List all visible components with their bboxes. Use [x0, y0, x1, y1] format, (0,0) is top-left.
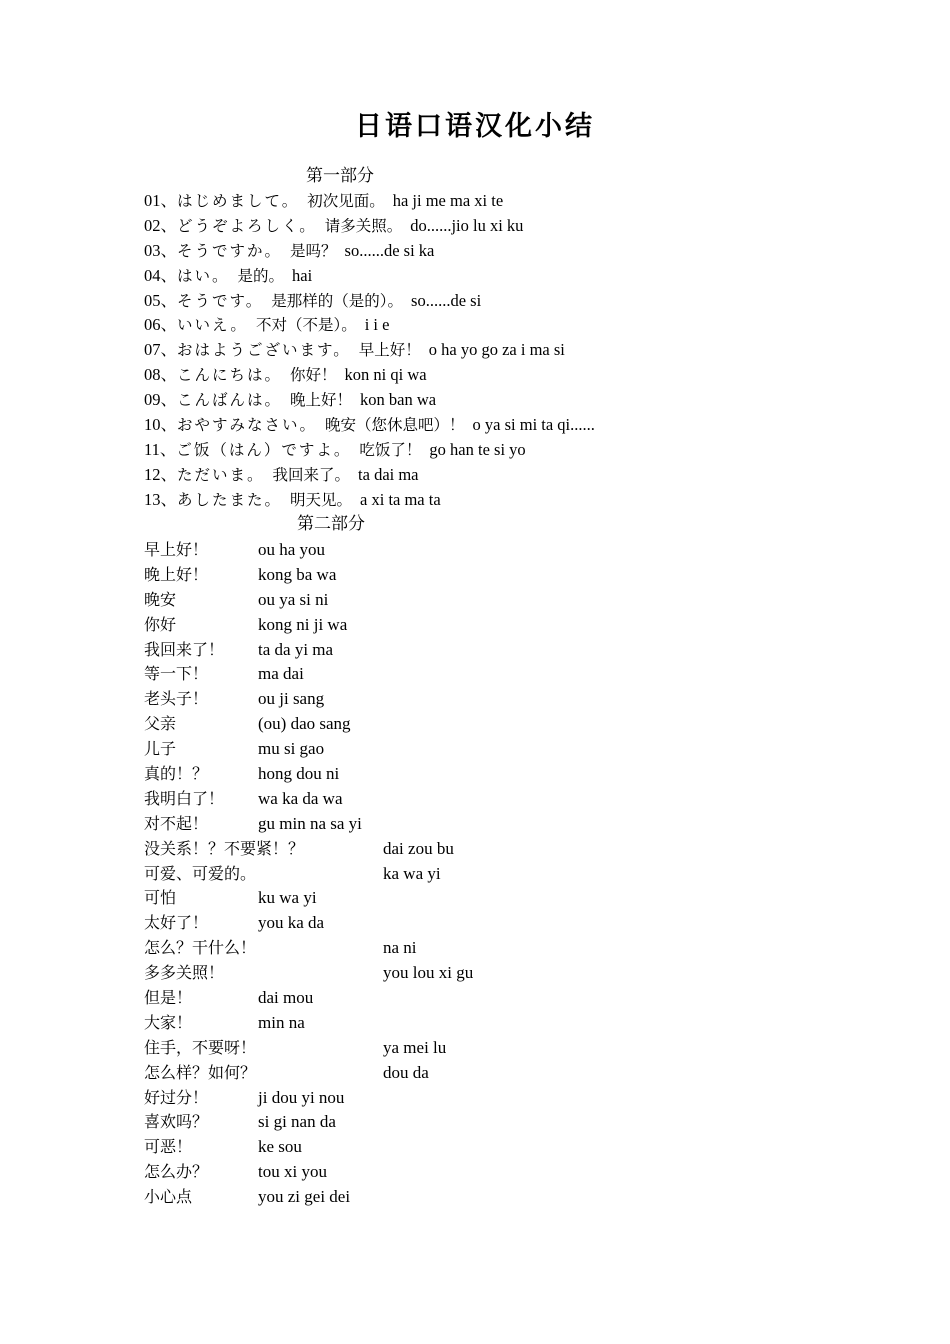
romanization: ka wa yi — [383, 863, 441, 883]
phrase-row — [144, 289, 595, 314]
chinese-phrase: 我明白了！ — [144, 788, 225, 808]
chinese-phrase: 晚安 — [144, 589, 177, 609]
romanization: (ou) dao sang — [258, 714, 351, 734]
phrase-row — [144, 488, 595, 513]
chinese-phrase: 我回来了！ — [144, 639, 225, 659]
chinese-phrase: 大家！ — [144, 1012, 193, 1032]
chinese-meaning: 早上好！ — [358, 341, 421, 360]
chinese-phrase: 喜欢吗？ — [144, 1112, 209, 1132]
romanization: ku wa yi — [258, 888, 317, 908]
romanization: min na — [258, 1012, 305, 1032]
phrase-row — [144, 239, 595, 264]
phrase-row — [144, 264, 595, 289]
romanization: ji dou yi nou — [258, 1087, 345, 1107]
romanization: kon ban wa — [360, 390, 437, 410]
chinese-meaning: 你好！ — [290, 366, 337, 385]
part1-heading: 第一部分 — [306, 166, 374, 186]
chinese-meaning: 是那样的（是的）。 — [271, 291, 404, 310]
japanese-text: ただいま。 — [177, 465, 265, 484]
chinese-phrase: 小心点 — [144, 1187, 193, 1207]
romanization: tou xi you — [258, 1162, 327, 1182]
phrase-number: 02、 — [144, 215, 177, 235]
japanese-text: はい。 — [177, 266, 230, 285]
phrase-number: 03、 — [144, 240, 177, 260]
phrase-row — [144, 189, 595, 214]
chinese-phrase: 你好 — [144, 614, 177, 634]
phrase-number: 13、 — [144, 489, 177, 509]
chinese-phrase: 对不起！ — [144, 813, 209, 833]
chinese-phrase: 老头子！ — [144, 689, 209, 709]
romanization: you zi gei dei — [258, 1187, 351, 1207]
chinese-phrase: 可怕 — [144, 888, 177, 908]
japanese-text: こんにちは。 — [177, 366, 283, 385]
chinese-meaning: 请多关照。 — [324, 216, 403, 235]
phrase-row — [144, 214, 595, 239]
romanization: ou ya si ni — [258, 589, 329, 609]
romanization: dou da — [383, 1062, 429, 1082]
phrase-row — [144, 438, 595, 463]
chinese-phrase: 父亲 — [144, 714, 177, 734]
romanization: hong dou ni — [258, 764, 340, 784]
phrase-row — [144, 388, 595, 413]
chinese-phrase: 儿子 — [144, 739, 177, 759]
phrase-number: 09、 — [144, 390, 177, 410]
romanization: o ya si mi ta qi...... — [472, 415, 595, 435]
romanization: dai zou bu — [383, 838, 454, 858]
chinese-phrase: 可爱、可爱的。 — [144, 863, 257, 883]
phrase-row — [144, 463, 595, 488]
chinese-meaning: 吃饭了！ — [359, 440, 422, 459]
romanization: do......jio lu xi ku — [410, 215, 524, 235]
chinese-phrase: 怎么？干什么！ — [144, 938, 257, 958]
phrase-row — [144, 313, 595, 338]
romanization: ke sou — [258, 1137, 302, 1157]
phrase-number: 12、 — [144, 464, 177, 484]
japanese-text: どうぞよろしく。 — [177, 216, 317, 235]
chinese-meaning: 是的。 — [237, 266, 285, 285]
romanization: gu min na sa yi — [258, 813, 362, 833]
phrase-row — [144, 413, 595, 438]
phrase-row — [144, 338, 595, 363]
chinese-phrase: 没关系！？不要紧！？ — [144, 838, 305, 858]
japanese-text: はじめまして。 — [177, 192, 300, 210]
phrase-number: 05、 — [144, 290, 177, 310]
chinese-meaning: 晚安（您休息吧）！ — [325, 416, 465, 435]
chinese-meaning: 不对（不是）。 — [255, 316, 357, 335]
romanization: kon ni qi wa — [344, 365, 427, 385]
romanization: so......de si ka — [344, 240, 435, 260]
chinese-meaning: 是吗？ — [290, 241, 337, 260]
romanization: so......de si — [411, 290, 482, 310]
chinese-phrase: 怎么办？ — [144, 1162, 209, 1182]
phrase-number: 06、 — [144, 315, 177, 335]
japanese-text: おやすみなさい。 — [177, 416, 318, 435]
japanese-text: そうです。 — [177, 291, 264, 310]
phrase-number: 04、 — [144, 265, 177, 285]
chinese-phrase: 晚上好！ — [144, 564, 209, 584]
romanization: hai — [292, 265, 313, 285]
phrase-number: 11、 — [144, 439, 177, 459]
phrase-number: 08、 — [144, 365, 177, 385]
chinese-phrase: 好过分！ — [144, 1087, 209, 1107]
phrase-number: 07、 — [144, 340, 177, 360]
romanization: wa ka da wa — [258, 788, 343, 808]
romanization: o ha yo go za i ma si — [428, 340, 565, 360]
romanization: ta da yi ma — [258, 639, 334, 659]
romanization: ha ji me ma xi te — [392, 191, 504, 210]
chinese-meaning: 我回来了。 — [272, 465, 351, 484]
romanization: ma dai — [258, 664, 304, 684]
romanization: si gi nan da — [258, 1112, 336, 1132]
chinese-meaning: 初次见面。 — [307, 192, 385, 210]
japanese-text: あしたまた。 — [177, 490, 283, 509]
part2-heading: 第二部分 — [297, 514, 365, 534]
romanization: ta dai ma — [358, 464, 419, 484]
chinese-meaning: 明天见。 — [290, 490, 353, 509]
romanization: na ni — [383, 938, 417, 958]
romanization: you ka da — [258, 913, 325, 933]
romanization: ya mei lu — [383, 1037, 447, 1057]
romanization: i i e — [364, 315, 390, 335]
japanese-text: いいえ。 — [177, 316, 248, 335]
romanization: go han te si yo — [429, 439, 526, 459]
japanese-text: そうですか。 — [177, 241, 283, 260]
phrase-number: 01、 — [144, 191, 177, 210]
romanization: ou ha you — [258, 540, 326, 559]
romanization: ou ji sang — [258, 689, 325, 709]
romanization: you lou xi gu — [383, 963, 474, 983]
chinese-phrase: 等一下！ — [144, 664, 209, 684]
chinese-phrase: 可恶！ — [144, 1137, 193, 1157]
chinese-phrase: 多多关照！ — [144, 963, 225, 983]
chinese-phrase: 住手，不要呀！ — [144, 1037, 257, 1057]
part1-list — [144, 189, 595, 513]
chinese-meaning: 晚上好！ — [290, 391, 353, 410]
japanese-text: こんばんは。 — [177, 391, 283, 410]
japanese-text: おはようございます。 — [177, 341, 351, 360]
chinese-phrase: 但是！ — [144, 988, 193, 1008]
document-title: 日语口语汉化小结 — [355, 111, 595, 142]
phrase-row — [144, 363, 595, 388]
chinese-phrase: 真的！？ — [144, 764, 209, 784]
romanization: dai mou — [258, 988, 314, 1008]
japanese-text: ご饭（はん）ですよ。 — [176, 440, 352, 459]
romanization: kong ni ji wa — [258, 614, 348, 634]
phrase-number: 10、 — [144, 415, 177, 435]
chinese-phrase: 太好了！ — [144, 913, 209, 933]
romanization: kong ba wa — [258, 564, 337, 584]
chinese-phrase: 怎么样？如何？ — [144, 1062, 257, 1082]
chinese-phrase: 早上好！ — [144, 540, 209, 559]
romanization: a xi ta ma ta — [360, 489, 441, 509]
romanization: mu si gao — [258, 739, 325, 759]
